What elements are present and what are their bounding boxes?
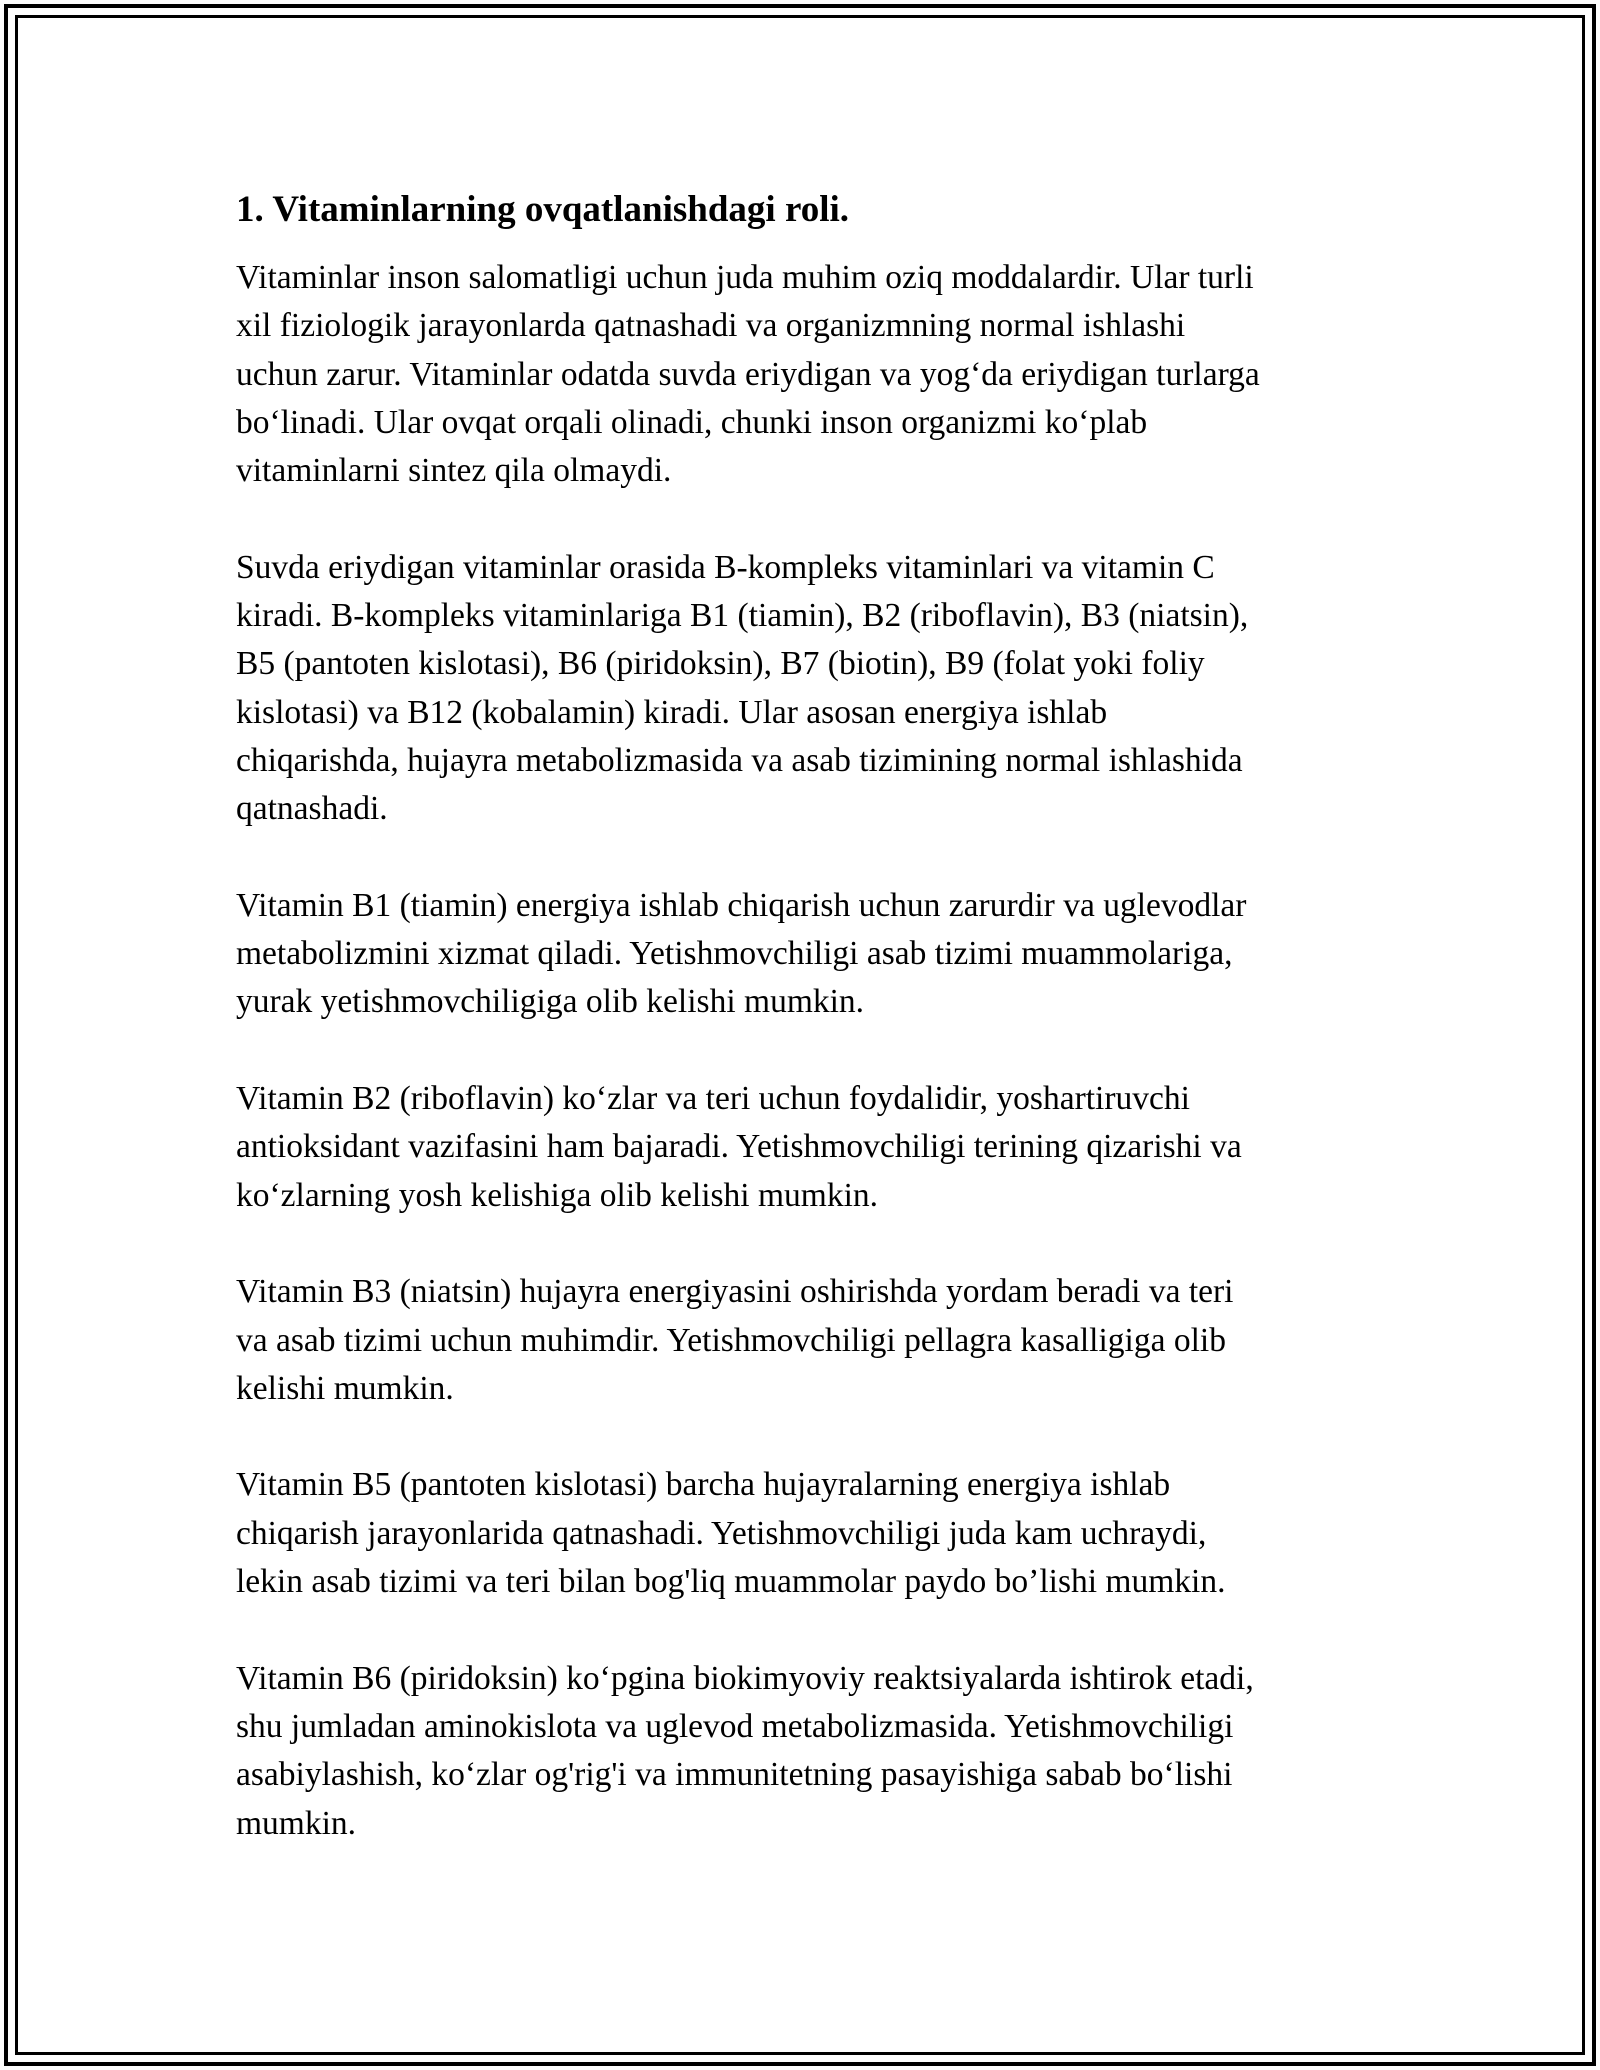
text-line: xil fiziologik jarayonlarda qatnashadi va organizmning normal ishlashi bbox=[236, 307, 1186, 345]
text-line: ko‘zlarning yosh kelishiga olib kelishi mumkin. bbox=[236, 1176, 879, 1214]
section-heading: 1. Vitaminlarning ovqatlanishdagi roli. bbox=[236, 189, 850, 230]
text-line: mumkin. bbox=[236, 1804, 357, 1842]
paragraph-vitamin-b2 bbox=[236, 1075, 1386, 1220]
text-line: Vitaminlar inson salomatligi uchun juda muhim oziq moddalardir. Ular turli bbox=[236, 259, 1254, 296]
paragraph-intro bbox=[236, 254, 1386, 495]
text-line: antioksidant vazifasini ham bajaradi. Yetishmovchiligi terining qizarishi va bbox=[236, 1128, 1242, 1166]
text-line: shu jumladan aminokislota va uglevod metabolizmasida. Yetishmovchiligi bbox=[236, 1707, 1234, 1745]
text-line: Vitamin B5 (pantoten kislotasi) barcha hujayralarning energiya ishlab bbox=[236, 1466, 1171, 1504]
text-line: Vitamin B3 (niatsin) hujayra energiyasini oshirishda yordam beradi va teri bbox=[236, 1273, 1234, 1311]
text-line: Vitamin B2 (riboflavin) ko‘zlar va teri uchun foydalidir, yoshartiruvchi bbox=[236, 1080, 1190, 1118]
document-body bbox=[236, 186, 1386, 1896]
text-line: uchun zarur. Vitaminlar odatda suvda eriydigan va yog‘da eriydigan turlarga bbox=[236, 355, 1260, 393]
text-line: va asab tizimi uchun muhimdir. Yetishmovchiligi pellagra kasalligiga olib bbox=[236, 1321, 1226, 1359]
text-line: bo‘linadi. Ular ovqat orqali olinadi, chunki inson organizmi ko‘plab bbox=[236, 403, 1148, 441]
text-line: kislotasi) va B12 (kobalamin) kiradi. Ular asosan energiya ishlab bbox=[236, 693, 1108, 731]
paragraph-vitamin-b5 bbox=[236, 1461, 1386, 1606]
paragraph-water-soluble bbox=[236, 544, 1386, 834]
text-line: qatnashadi. bbox=[236, 790, 388, 828]
text-line: chiqarishda, hujayra metabolizmasida va asab tizimining normal ishlashida bbox=[236, 741, 1243, 779]
text-line: yurak yetishmovchiligiga olib kelishi mumkin. bbox=[236, 983, 865, 1021]
text-line: chiqarish jarayonlarida qatnashadi. Yetishmovchiligi juda kam uchraydi, bbox=[236, 1514, 1207, 1552]
paragraph-vitamin-b3 bbox=[236, 1268, 1386, 1413]
text-line: asabiylashish, ko‘zlar og'rig'i va immunitetning pasayishiga sabab bo‘lishi bbox=[236, 1756, 1233, 1794]
text-line: kiradi. B-kompleks vitaminlariga B1 (tiamin), B2 (riboflavin), B3 (niatsin), bbox=[236, 597, 1249, 635]
text-line: kelishi mumkin. bbox=[236, 1369, 454, 1407]
text-line: lekin asab tizimi va teri bilan bog'liq muammolar paydo bo’lishi mumkin. bbox=[236, 1563, 1226, 1601]
text-line: vitaminlarni sintez qila olmaydi. bbox=[236, 452, 672, 490]
text-line: metabolizmini xizmat qiladi. Yetishmovchiligi asab tizimi muammolariga, bbox=[236, 935, 1233, 973]
text-line: B5 (pantoten kislotasi), B6 (piridoksin), B7 (biotin), B9 (folat yoki foliy bbox=[236, 645, 1205, 683]
paragraph-vitamin-b6 bbox=[236, 1655, 1386, 1848]
text-line: Vitamin B1 (tiamin) energiya ishlab chiqarish uchun zarurdir va uglevodlar bbox=[236, 886, 1247, 924]
paragraph-vitamin-b1 bbox=[236, 882, 1386, 1027]
text-line: Suvda eriydigan vitaminlar orasida B-kompleks vitaminlari va vitamin C bbox=[236, 548, 1215, 586]
text-line: Vitamin B6 (piridoksin) ko‘pgina biokimyoviy reaktsiyalarda ishtirok etadi, bbox=[236, 1659, 1254, 1697]
